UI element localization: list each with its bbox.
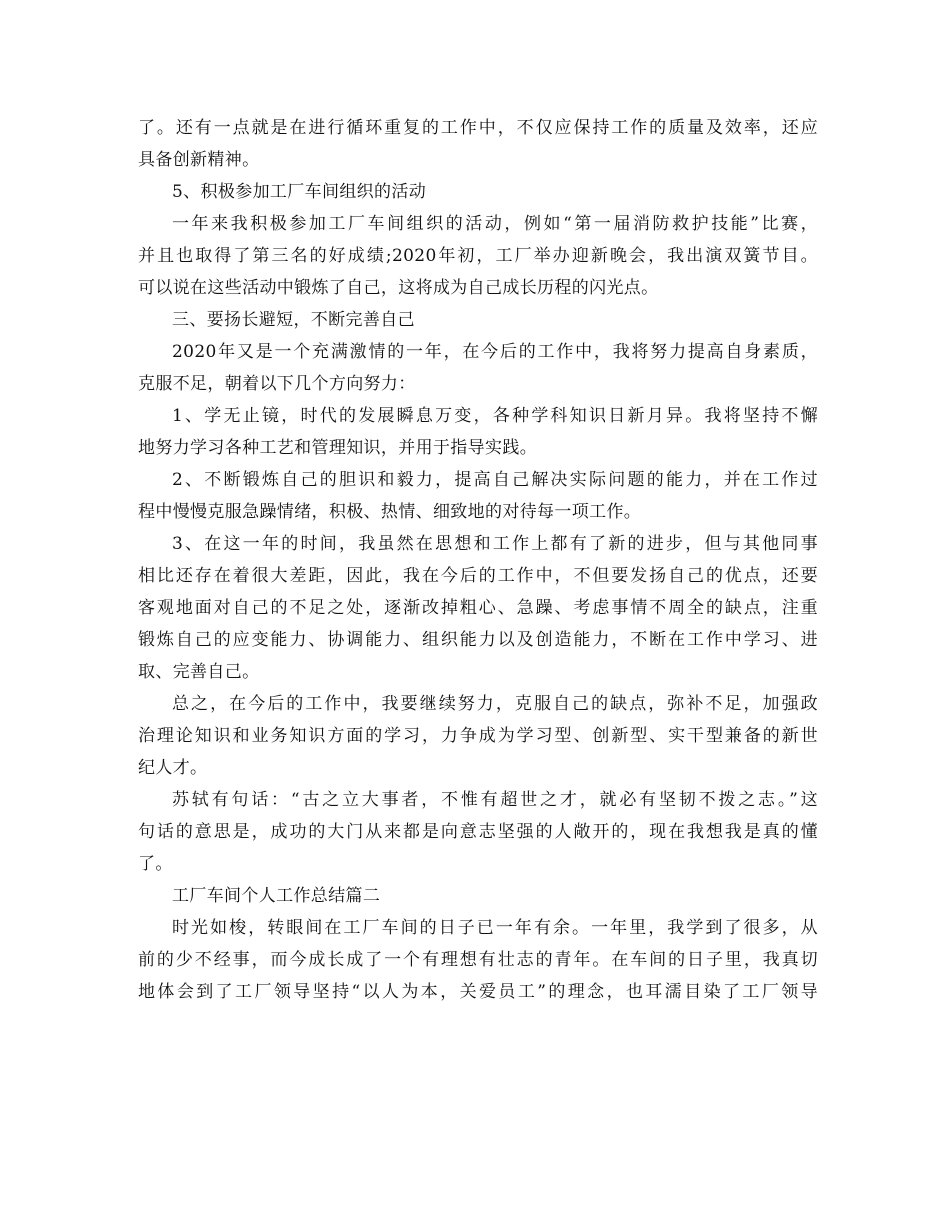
text-line: 克服不足，朝着以下几个方向努力： <box>138 374 416 394</box>
text-line: 苏轼有句话：“古之立大事者，不惟有超世之才，就必有坚韧不拨之志。”这 <box>172 790 818 810</box>
text-line: 前的少不经事，而今成长成了一个有理想有壮志的青年。在车间的日子里，我真切 <box>138 950 818 970</box>
text-line: 可以说在这些活动中锻炼了自己，这将成为自己成长历程的闪光点。 <box>138 278 659 298</box>
text-line: 纪人才。 <box>138 758 208 778</box>
text-line: 具备创新精神。 <box>138 150 260 170</box>
text-line: 程中慢慢克服急躁情绪，积极、热情、细致地的对待每一项工作。 <box>138 502 642 522</box>
text-line: 了。还有一点就是在进行循环重复的工作中，不仅应保持工作的质量及效率，还应 <box>138 118 818 138</box>
text-line: 并且也取得了第三名的好成绩;2020年初，工厂举办迎新晚会，我出演双簧节目。 <box>138 246 818 266</box>
text-line: 3、在这一年的时间，我虽然在思想和工作上都有了新的进步，但与其他同事 <box>172 534 818 554</box>
text-line: 总之，在今后的工作中，我要继续努力，克服自己的缺点，弥补不足，加强政 <box>172 694 818 714</box>
article-heading: 工厂车间个人工作总结篇二 <box>172 886 381 906</box>
text-line: 地体会到了工厂领导坚持“以人为本，关爱员工”的理念，也耳濡目染了工厂领导 <box>138 982 818 1002</box>
text-line: 地努力学习各种工艺和管理知识，并用于指导实践。 <box>138 438 538 458</box>
text-line: 时光如梭，转眼间在工厂车间的日子已一年有余。一年里，我学到了很多，从 <box>172 918 818 938</box>
text-line: 2、不断锻炼自己的胆识和毅力，提高自己解决实际问题的能力，并在工作过 <box>172 470 818 490</box>
section-heading: 三、要扬长避短，不断完善自己 <box>172 310 415 330</box>
text-line: 治理论知识和业务知识方面的学习，力争成为学习型、创新型、实干型兼备的新世 <box>138 726 818 746</box>
text-line: 客观地面对自己的不足之处，逐渐改掉粗心、急躁、考虑事情不周全的缺点，注重 <box>138 598 818 618</box>
section-heading: 5、积极参加工厂车间组织的活动 <box>172 182 427 202</box>
text-line: 取、完善自己。 <box>138 662 260 682</box>
text-line: 1、学无止镜，时代的发展瞬息万变，各种学科知识日新月异。我将坚持不懈 <box>172 406 818 426</box>
text-line: 一年来我积极参加工厂车间组织的活动，例如“第一届消防救护技能”比赛， <box>172 214 818 234</box>
text-line: 2020年又是一个充满激情的一年，在今后的工作中，我将努力提高自身素质， <box>172 342 818 362</box>
document-body <box>138 112 818 1008</box>
text-line: 句话的意思是，成功的大门从来都是向意志坚强的人敞开的，现在我想我是真的懂 <box>138 822 818 842</box>
text-line: 了。 <box>138 854 173 874</box>
text-line: 锻炼自己的应变能力、协调能力、组织能力以及创造能力，不断在工作中学习、进 <box>138 630 818 650</box>
text-line: 相比还存在着很大差距，因此，我在今后的工作中，不但要发扬自己的优点，还要 <box>138 566 818 586</box>
